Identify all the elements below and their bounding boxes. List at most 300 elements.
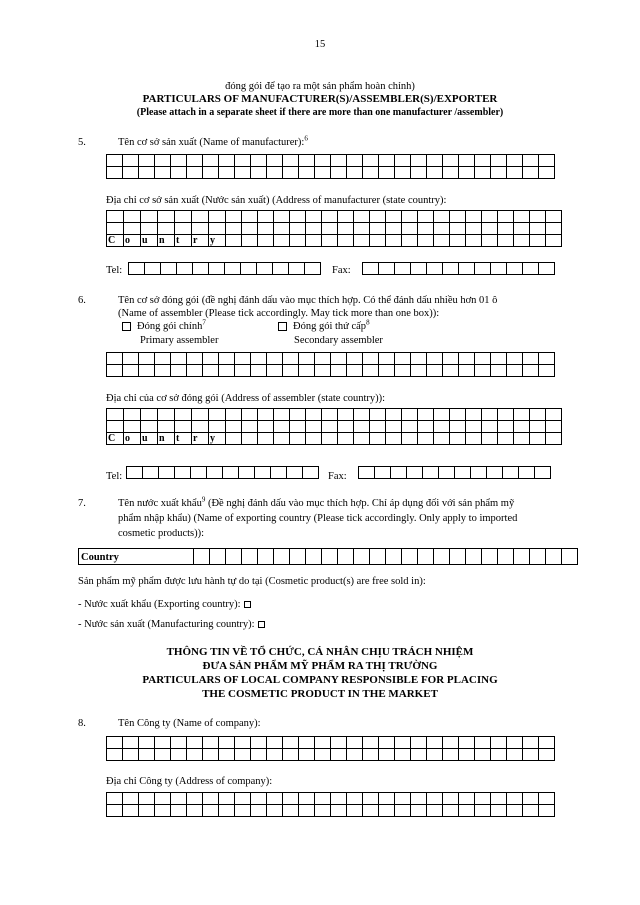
grid-cell[interactable] — [255, 467, 271, 479]
grid-cell[interactable] — [507, 263, 523, 275]
assembler-fax-grid[interactable] — [358, 466, 551, 479]
grid-cell[interactable] — [306, 421, 322, 433]
grid-cell[interactable] — [411, 365, 427, 377]
grid-cell[interactable] — [443, 353, 459, 365]
grid-cell[interactable] — [523, 805, 539, 817]
grid-cell[interactable] — [235, 793, 251, 805]
grid-cell[interactable] — [402, 549, 418, 565]
grid-cell[interactable] — [203, 365, 219, 377]
grid-cell[interactable] — [434, 433, 450, 445]
grid-cell[interactable] — [219, 737, 235, 749]
grid-cell[interactable] — [124, 409, 141, 421]
exporting-country-option[interactable] — [78, 598, 251, 611]
grid-cell[interactable] — [139, 353, 155, 365]
grid-cell[interactable] — [267, 167, 283, 179]
grid-cell[interactable] — [158, 211, 175, 223]
grid-cell[interactable] — [226, 433, 242, 445]
grid-cell[interactable] — [418, 433, 434, 445]
grid-cell[interactable] — [158, 409, 175, 421]
grid-cell[interactable] — [418, 549, 434, 565]
grid-cell[interactable] — [459, 353, 475, 365]
grid-cell[interactable] — [523, 365, 539, 377]
grid-cell[interactable] — [235, 737, 251, 749]
grid-cell[interactable] — [303, 467, 319, 479]
grid-cell[interactable] — [251, 365, 267, 377]
grid-cell[interactable] — [523, 167, 539, 179]
grid-cell[interactable] — [530, 549, 546, 565]
grid-cell[interactable] — [375, 467, 391, 479]
grid-cell[interactable] — [427, 155, 443, 167]
grid-cell[interactable] — [535, 467, 551, 479]
grid-cell[interactable] — [523, 749, 539, 761]
grid-cell[interactable] — [239, 467, 255, 479]
grid-cell[interactable] — [143, 467, 159, 479]
grid-cell[interactable] — [283, 805, 299, 817]
grid-cell[interactable] — [507, 805, 523, 817]
grid-cell[interactable] — [242, 409, 258, 421]
grid-cell[interactable] — [107, 749, 123, 761]
exporting-country-checkbox[interactable] — [244, 601, 251, 608]
grid-cell[interactable] — [235, 805, 251, 817]
grid-cell[interactable] — [450, 409, 466, 421]
grid-cell[interactable] — [251, 737, 267, 749]
grid-cell[interactable] — [370, 549, 386, 565]
grid-cell[interactable] — [306, 211, 322, 223]
grid-cell[interactable] — [331, 749, 347, 761]
grid-cell[interactable] — [299, 793, 315, 805]
grid-cell[interactable] — [267, 365, 283, 377]
grid-cell[interactable] — [287, 467, 303, 479]
grid-cell[interactable] — [155, 155, 171, 167]
grid-cell[interactable] — [155, 805, 171, 817]
grid-cell[interactable] — [192, 421, 209, 433]
grid-cell[interactable] — [443, 263, 459, 275]
grid-cell[interactable] — [107, 737, 123, 749]
manufacturer-fax-grid[interactable] — [362, 262, 555, 275]
grid-cell[interactable] — [331, 793, 347, 805]
grid-cell[interactable] — [155, 365, 171, 377]
grid-cell[interactable] — [370, 211, 386, 223]
grid-cell[interactable] — [418, 409, 434, 421]
grid-cell[interactable] — [379, 167, 395, 179]
grid-cell[interactable] — [539, 793, 555, 805]
grid-cell[interactable] — [290, 211, 306, 223]
grid-cell[interactable] — [475, 155, 491, 167]
grid-cell[interactable] — [347, 167, 363, 179]
grid-cell[interactable] — [386, 549, 402, 565]
grid-cell[interactable] — [124, 211, 141, 223]
grid-cell[interactable] — [395, 793, 411, 805]
grid-cell[interactable] — [450, 211, 466, 223]
grid-cell[interactable] — [290, 549, 306, 565]
grid-cell[interactable] — [171, 737, 187, 749]
grid-cell[interactable] — [139, 155, 155, 167]
grid-cell[interactable] — [187, 749, 203, 761]
grid-cell[interactable] — [395, 155, 411, 167]
grid-cell[interactable] — [423, 467, 439, 479]
grid-cell[interactable] — [459, 793, 475, 805]
grid-cell[interactable] — [141, 223, 158, 235]
grid-cell[interactable] — [354, 409, 370, 421]
grid-cell[interactable] — [171, 167, 187, 179]
grid-cell[interactable] — [242, 223, 258, 235]
grid-cell[interactable] — [475, 805, 491, 817]
grid-cell[interactable] — [187, 793, 203, 805]
grid-cell[interactable] — [315, 793, 331, 805]
grid-cell[interactable] — [139, 365, 155, 377]
grid-cell[interactable] — [223, 467, 239, 479]
grid-cell[interactable] — [539, 749, 555, 761]
grid-cell[interactable] — [283, 749, 299, 761]
grid-cell[interactable] — [290, 223, 306, 235]
grid-cell[interactable] — [315, 167, 331, 179]
manufacturer-tel-grid[interactable] — [128, 262, 321, 275]
grid-cell[interactable] — [482, 549, 498, 565]
grid-cell[interactable] — [395, 263, 411, 275]
company-name-grid[interactable] — [106, 736, 555, 761]
grid-cell[interactable] — [475, 793, 491, 805]
grid-cell[interactable] — [158, 223, 175, 235]
grid-cell[interactable] — [306, 235, 322, 247]
grid-cell[interactable] — [235, 353, 251, 365]
grid-cell[interactable] — [395, 749, 411, 761]
grid-cell[interactable] — [283, 353, 299, 365]
grid-cell[interactable] — [258, 211, 274, 223]
grid-cell[interactable] — [158, 421, 175, 433]
grid-cell[interactable] — [306, 223, 322, 235]
grid-cell[interactable] — [338, 223, 354, 235]
grid-cell[interactable] — [315, 749, 331, 761]
grid-cell[interactable] — [519, 467, 535, 479]
grid-cell[interactable] — [530, 433, 546, 445]
grid-cell[interactable] — [402, 223, 418, 235]
grid-cell[interactable] — [427, 365, 443, 377]
grid-cell[interactable] — [192, 409, 209, 421]
grid-cell[interactable] — [203, 737, 219, 749]
grid-cell[interactable] — [434, 409, 450, 421]
grid-cell[interactable] — [507, 749, 523, 761]
grid-cell[interactable] — [395, 167, 411, 179]
grid-cell[interactable] — [338, 549, 354, 565]
manufacturing-country-checkbox[interactable] — [258, 621, 265, 628]
grid-cell[interactable] — [299, 353, 315, 365]
grid-cell[interactable] — [306, 409, 322, 421]
grid-cell[interactable] — [267, 749, 283, 761]
grid-cell[interactable] — [141, 421, 158, 433]
grid-cell[interactable] — [203, 793, 219, 805]
manufacturing-country-option[interactable] — [78, 618, 265, 631]
grid-cell[interactable] — [450, 235, 466, 247]
grid-cell[interactable] — [498, 433, 514, 445]
grid-cell[interactable] — [379, 737, 395, 749]
grid-cell[interactable] — [395, 805, 411, 817]
grid-cell[interactable] — [267, 353, 283, 365]
grid-cell[interactable] — [290, 409, 306, 421]
grid-cell[interactable] — [379, 749, 395, 761]
grid-cell[interactable] — [491, 167, 507, 179]
grid-cell[interactable] — [514, 549, 530, 565]
grid-cell[interactable] — [523, 263, 539, 275]
grid-cell[interactable] — [498, 223, 514, 235]
grid-cell[interactable] — [141, 211, 158, 223]
grid-cell[interactable] — [427, 749, 443, 761]
grid-cell[interactable] — [386, 433, 402, 445]
grid-cell[interactable] — [175, 421, 192, 433]
grid-cell[interactable] — [434, 421, 450, 433]
grid-cell[interactable] — [354, 549, 370, 565]
grid-cell[interactable] — [235, 167, 251, 179]
secondary-assembler-checkbox[interactable] — [278, 322, 287, 331]
grid-cell[interactable] — [338, 409, 354, 421]
grid-cell[interactable] — [283, 365, 299, 377]
grid-cell[interactable] — [530, 223, 546, 235]
grid-cell[interactable] — [370, 235, 386, 247]
grid-cell[interactable] — [331, 167, 347, 179]
grid-cell[interactable] — [411, 263, 427, 275]
grid-cell[interactable] — [418, 211, 434, 223]
grid-cell[interactable] — [283, 793, 299, 805]
grid-cell[interactable] — [370, 409, 386, 421]
grid-cell[interactable] — [411, 749, 427, 761]
grid-cell[interactable] — [427, 805, 443, 817]
grid-cell[interactable] — [257, 263, 273, 275]
grid-cell[interactable] — [507, 793, 523, 805]
grid-cell[interactable] — [411, 155, 427, 167]
grid-cell[interactable] — [443, 155, 459, 167]
grid-cell[interactable] — [514, 409, 530, 421]
grid-cell[interactable] — [123, 749, 139, 761]
grid-cell[interactable] — [491, 365, 507, 377]
grid-cell[interactable] — [145, 263, 161, 275]
grid-cell[interactable] — [439, 467, 455, 479]
grid-cell[interactable] — [331, 353, 347, 365]
grid-cell[interactable] — [175, 223, 192, 235]
grid-cell[interactable] — [107, 155, 123, 167]
grid-cell[interactable] — [459, 155, 475, 167]
grid-cell[interactable] — [235, 155, 251, 167]
grid-cell[interactable] — [274, 235, 290, 247]
grid-cell[interactable] — [123, 353, 139, 365]
grid-cell[interactable] — [187, 365, 203, 377]
grid-cell[interactable] — [267, 805, 283, 817]
grid-cell[interactable] — [539, 737, 555, 749]
grid-cell[interactable] — [203, 155, 219, 167]
grid-cell[interactable] — [299, 155, 315, 167]
grid-cell[interactable] — [124, 223, 141, 235]
grid-cell[interactable] — [395, 365, 411, 377]
grid-cell[interactable] — [487, 467, 503, 479]
grid-cell[interactable] — [187, 805, 203, 817]
grid-cell[interactable] — [171, 155, 187, 167]
grid-cell[interactable] — [274, 433, 290, 445]
grid-cell[interactable] — [331, 155, 347, 167]
grid-cell[interactable] — [274, 211, 290, 223]
grid-cell[interactable] — [363, 353, 379, 365]
grid-cell[interactable] — [155, 793, 171, 805]
grid-cell[interactable] — [107, 211, 124, 223]
grid-cell[interactable] — [315, 365, 331, 377]
grid-cell[interactable] — [187, 353, 203, 365]
grid-cell[interactable] — [363, 737, 379, 749]
grid-cell[interactable] — [482, 235, 498, 247]
grid-cell[interactable] — [391, 467, 407, 479]
grid-cell[interactable] — [191, 467, 207, 479]
grid-cell[interactable] — [175, 467, 191, 479]
grid-cell[interactable] — [347, 737, 363, 749]
grid-cell[interactable] — [258, 235, 274, 247]
grid-cell[interactable] — [450, 223, 466, 235]
grid-cell[interactable] — [466, 549, 482, 565]
grid-cell[interactable] — [459, 167, 475, 179]
grid-cell[interactable] — [363, 263, 379, 275]
grid-cell[interactable] — [491, 353, 507, 365]
grid-cell[interactable] — [427, 353, 443, 365]
grid-cell[interactable] — [187, 167, 203, 179]
grid-cell[interactable] — [546, 409, 562, 421]
grid-cell[interactable] — [274, 409, 290, 421]
grid-cell[interactable] — [411, 793, 427, 805]
grid-cell[interactable] — [354, 211, 370, 223]
grid-cell[interactable] — [338, 433, 354, 445]
grid-cell[interactable] — [514, 433, 530, 445]
grid-cell[interactable] — [322, 409, 338, 421]
secondary-assembler-option[interactable] — [278, 320, 370, 333]
grid-cell[interactable] — [514, 211, 530, 223]
grid-cell[interactable] — [299, 805, 315, 817]
grid-cell[interactable] — [539, 365, 555, 377]
grid-cell[interactable] — [331, 737, 347, 749]
grid-cell[interactable] — [155, 353, 171, 365]
grid-cell[interactable] — [139, 793, 155, 805]
grid-cell[interactable] — [434, 223, 450, 235]
grid-cell[interactable] — [354, 433, 370, 445]
grid-cell[interactable] — [219, 365, 235, 377]
grid-cell[interactable] — [129, 263, 145, 275]
grid-cell[interactable] — [466, 235, 482, 247]
grid-cell[interactable] — [443, 793, 459, 805]
grid-cell[interactable] — [459, 263, 475, 275]
grid-cell[interactable] — [306, 433, 322, 445]
grid-cell[interactable] — [299, 167, 315, 179]
grid-cell[interactable] — [507, 737, 523, 749]
grid-cell[interactable] — [514, 421, 530, 433]
grid-cell[interactable] — [322, 549, 338, 565]
grid-cell[interactable] — [443, 737, 459, 749]
grid-cell[interactable] — [219, 167, 235, 179]
grid-cell[interactable] — [498, 549, 514, 565]
exporting-country-grid[interactable] — [193, 548, 578, 565]
grid-cell[interactable] — [289, 263, 305, 275]
grid-cell[interactable] — [482, 211, 498, 223]
grid-cell[interactable] — [402, 235, 418, 247]
grid-cell[interactable] — [123, 365, 139, 377]
grid-cell[interactable] — [450, 433, 466, 445]
grid-cell[interactable] — [203, 805, 219, 817]
grid-cell[interactable] — [226, 549, 242, 565]
grid-cell[interactable] — [203, 353, 219, 365]
grid-cell[interactable] — [290, 433, 306, 445]
grid-cell[interactable] — [226, 421, 242, 433]
grid-cell[interactable] — [379, 805, 395, 817]
grid-cell[interactable] — [427, 263, 443, 275]
grid-cell[interactable] — [546, 433, 562, 445]
grid-cell[interactable] — [475, 749, 491, 761]
grid-cell[interactable] — [161, 263, 177, 275]
grid-cell[interactable] — [107, 167, 123, 179]
grid-cell[interactable] — [523, 353, 539, 365]
grid-cell[interactable] — [175, 409, 192, 421]
grid-cell[interactable] — [418, 223, 434, 235]
grid-cell[interactable] — [107, 353, 123, 365]
grid-cell[interactable] — [107, 365, 123, 377]
grid-cell[interactable] — [418, 421, 434, 433]
grid-cell[interactable] — [123, 737, 139, 749]
grid-cell[interactable] — [187, 737, 203, 749]
grid-cell[interactable] — [242, 421, 258, 433]
grid-cell[interactable] — [273, 263, 289, 275]
grid-cell[interactable] — [267, 737, 283, 749]
manufacturer-address-grid[interactable] — [106, 210, 562, 247]
grid-cell[interactable] — [539, 805, 555, 817]
grid-cell[interactable] — [347, 353, 363, 365]
grid-cell[interactable] — [395, 353, 411, 365]
grid-cell[interactable] — [338, 421, 354, 433]
grid-cell[interactable] — [402, 421, 418, 433]
grid-cell[interactable] — [251, 353, 267, 365]
grid-cell[interactable] — [267, 155, 283, 167]
grid-cell[interactable] — [171, 805, 187, 817]
grid-cell[interactable] — [155, 749, 171, 761]
grid-cell[interactable] — [482, 433, 498, 445]
grid-cell[interactable] — [434, 211, 450, 223]
grid-cell[interactable] — [507, 353, 523, 365]
grid-cell[interactable] — [210, 549, 226, 565]
grid-cell[interactable] — [107, 805, 123, 817]
grid-cell[interactable] — [491, 805, 507, 817]
grid-cell[interactable] — [315, 155, 331, 167]
grid-cell[interactable] — [271, 467, 287, 479]
grid-cell[interactable] — [283, 167, 299, 179]
grid-cell[interactable] — [209, 223, 226, 235]
grid-cell[interactable] — [482, 223, 498, 235]
grid-cell[interactable] — [171, 353, 187, 365]
grid-cell[interactable] — [363, 805, 379, 817]
grid-cell[interactable] — [299, 365, 315, 377]
grid-cell[interactable] — [530, 211, 546, 223]
grid-cell[interactable] — [530, 421, 546, 433]
grid-cell[interactable] — [379, 263, 395, 275]
grid-cell[interactable] — [562, 549, 578, 565]
grid-cell[interactable] — [123, 167, 139, 179]
grid-cell[interactable] — [274, 421, 290, 433]
grid-cell[interactable] — [290, 421, 306, 433]
grid-cell[interactable] — [459, 737, 475, 749]
primary-assembler-checkbox[interactable] — [122, 322, 131, 331]
grid-cell[interactable] — [354, 421, 370, 433]
grid-cell[interactable] — [466, 211, 482, 223]
grid-cell[interactable] — [411, 805, 427, 817]
grid-cell[interactable] — [192, 223, 209, 235]
grid-cell[interactable] — [322, 223, 338, 235]
grid-cell[interactable] — [107, 223, 124, 235]
grid-cell[interactable] — [241, 263, 257, 275]
grid-cell[interactable] — [192, 211, 209, 223]
grid-cell[interactable] — [219, 155, 235, 167]
grid-cell[interactable] — [546, 223, 562, 235]
grid-cell[interactable] — [455, 467, 471, 479]
grid-cell[interactable] — [498, 409, 514, 421]
grid-cell[interactable] — [386, 211, 402, 223]
